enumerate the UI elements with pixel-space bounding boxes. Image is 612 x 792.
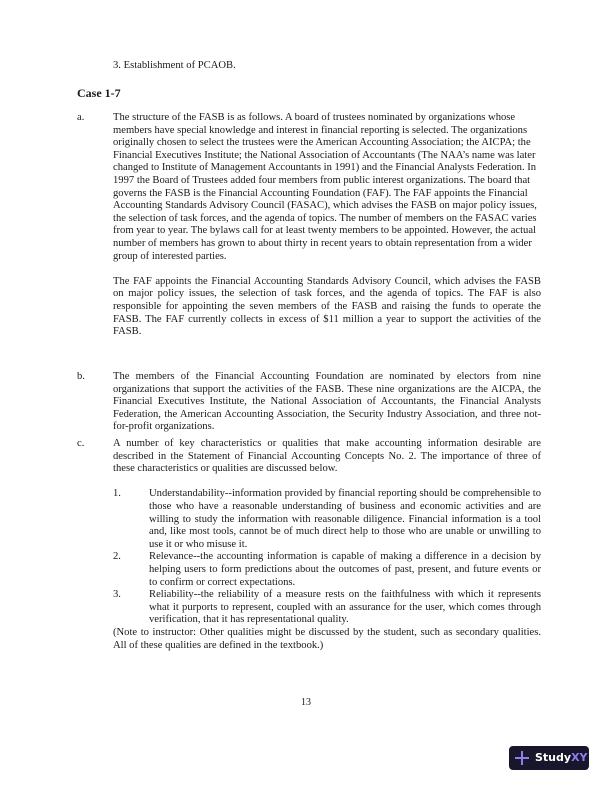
page-number: 13 <box>301 697 311 708</box>
quality-number: 3. <box>113 589 121 601</box>
quality-text: Relevance--the accounting information is capable of making a difference in a decision by helping users to form predictions about the outcomes of past, present, and future events or to confirm or correct expectations. <box>149 551 541 588</box>
section-label: a. <box>77 112 85 123</box>
section-c <box>77 438 541 652</box>
section-b <box>77 371 541 434</box>
section-label: b. <box>77 371 85 382</box>
quality-item <box>113 551 541 589</box>
quality-text: Reliability--the reliability of a measure rests on the faithfulness with which it represents what it purports to represent, coupled with an assurance for the user, which comes through verification, that it has representational quality. <box>149 589 541 626</box>
badge-text-study: Study <box>535 750 572 764</box>
instructor-note: (Note to instructor: Other qualities might be discussed by the student, such as secondary qualities. All of these qualities are defined in the textbook.) <box>113 626 541 651</box>
quality-number: 2. <box>113 551 121 563</box>
section-c-paragraph: A number of key characteristics or qualities that make accounting information desirable are described in the Statement of Financial Accounting Concepts No. 2. The importance of three of these characteristics or qualities are discussed below. <box>113 438 541 475</box>
section-a-paragraph-2: The FAF appoints the Financial Accounting Standards Advisory Council, which advises the FASB on major policy issues, the selection of task forces, and the agenda of topics. The FAF is also responsible for appointing the seven members of the FASB and raising the funds to operate the FASB. The FAF currently collects in excess of $11 million a year to support the activities of the FASB. <box>113 275 541 338</box>
qualities-list <box>113 488 541 627</box>
intro-list-item: 3. Establishment of PCAOB. <box>113 60 236 71</box>
badge-text-xy: XY <box>571 750 588 764</box>
section-b-paragraph: The members of the Financial Accounting Foundation are nominated by electors from nine organizations that support the activities of the FASB. These nine organizations are the AICPA, the Financial Executives Institute, the National Association of Accountants, the Financial Analysts Federation, the American Accounting Association, the Security Industry Association, and three not-for-profit organizations. <box>113 371 541 433</box>
section-a <box>77 112 541 339</box>
quality-item <box>113 488 541 551</box>
studyxy-badge[interactable] <box>509 746 589 770</box>
quality-item <box>113 589 541 627</box>
section-label: c. <box>77 438 85 449</box>
case-heading: Case 1-7 <box>77 86 121 100</box>
quality-number: 1. <box>113 488 121 500</box>
plus-icon <box>515 751 529 765</box>
quality-text: Understandability--information provided by financial reporting should be comprehensible to those who have a reasonable understanding of business and economic activities and are willing to study the information with reasonable diligence. Financial information is a tool and, like most tools, cannot be of much direct help to those who are unable or unwilling to use it or who misuse it. <box>149 488 541 550</box>
section-a-paragraph-1: The structure of the FASB is as follows. A board of trustees nominated by organizations whose members have special knowledge and interest in financial reporting is selected. The organizations originally chosen to select the trustees were the American Accounting Association; the AICPA; the Financial Executives Institute; the National Association of Accountants (The NAA’s name was later changed to Institute of Management Accountants in 1991) and the Financial Analysts Federation. In 1997 the Board of Trustees added four members from public interest organizations. The board that governs the FASB is the Financial Accounting Foundation (FAF). The FAF appoints the Financial Accounting Standards Advisory Council (FASAC), which advises the FASB on major policy issues, the selection of task forces, and the agenda of topics. The number of members on the FASAC varies from year to year. The bylaws call for at least twenty members to be appointed. However, the actual number of members has grown to about thirty in recent years to obtain representation from a wider group of interested parties. <box>113 112 537 262</box>
